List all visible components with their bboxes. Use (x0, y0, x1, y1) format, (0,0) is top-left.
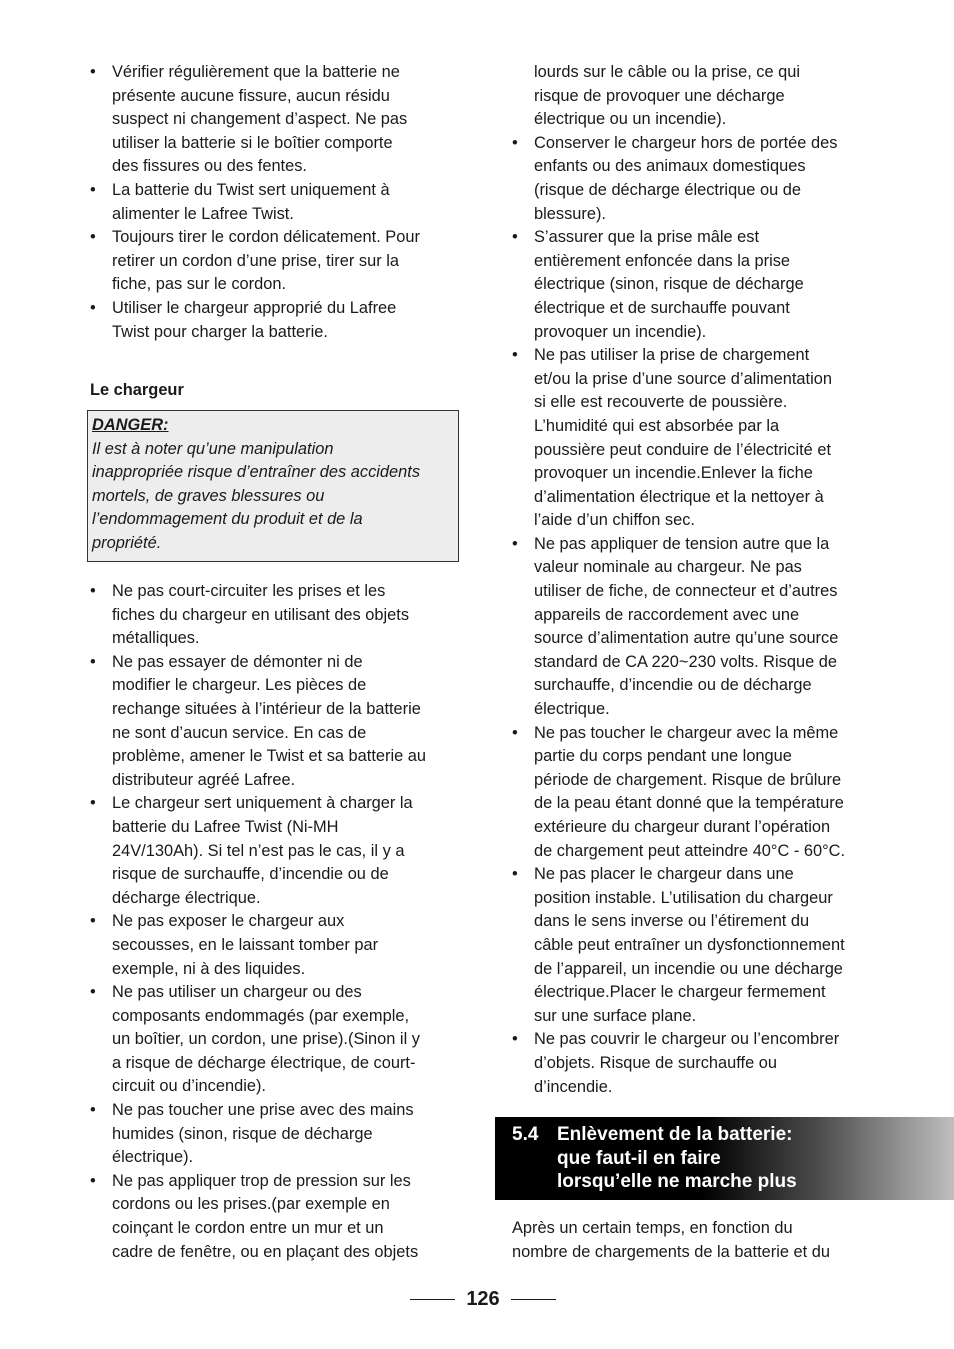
list-item: • Ne pas appliquer de tension autre que la valeur nominale au chargeur. Ne pas utiliser de fiche, de connecteur et d’autres appareils de raccordement avec une source d’alimentation autre qu’une source standard de CA 220~230 volts. Risque de surchauffe, d’incendie ou de décharge électrique. (512, 533, 884, 722)
list-item: • La batterie du Twist sert uniquement à alimenter le Lafree Twist. (90, 179, 462, 226)
section-heading-chargeur: Le chargeur (90, 381, 184, 400)
list-item: • Ne pas utiliser un chargeur ou des composants endommagés (par exemple, un boîtier, un cordon, une prise).(Sinon il y a risque de décharge électrique, de court- circuit ou d’incendie). (90, 981, 462, 1099)
section-title: Enlèvement de la batterie: que faut-il en faire lorsqu’elle ne marche plus (557, 1124, 797, 1193)
danger-label: DANGER: (92, 416, 169, 434)
list-item: • Ne pas toucher le chargeur avec la même partie du corps pendant une longue période de chargement. Risque de brûlure de la peau étant donné que la température extérieure du chargeur durant l’opération de chargement peut atteindre 40°C - 60°C. (512, 722, 884, 864)
right-bullet-list (512, 61, 884, 1099)
danger-text: Il est à noter qu’une manipulation inappropriée risque d’entraîner des accidents mortels, de graves blessures ou l’endommagement du produit et de la propriété. (92, 439, 421, 552)
list-item: • Ne pas essayer de démonter ni de modifier le chargeur. Les pièces de rechange situées à l’intérieur de la batterie ne sont d’aucun service. En cas de problème, amener le Twist et sa batterie au distributeur agréé Lafree. (90, 651, 462, 793)
list-item: • Ne pas placer le chargeur dans une position instable. L’utilisation du chargeur dans le sens inverse ou l’étirement du câble peut entraîner un dysfonctionnement de l’appareil, un incendie ou une décharge électrique.Placer le chargeur fermement sur une surface plane. (512, 863, 884, 1028)
list-item: • Conserver le chargeur hors de portée des enfants ou des animaux domestiques (risque de décharge électrique ou de blessure). (512, 132, 884, 226)
list-item: • Le chargeur sert uniquement à charger la batterie du Lafree Twist (Ni-MH 24V/130Ah). Si tel n’est pas le cas, il y a risque de surchauffe, d’incendie ou de décharge électrique. (90, 792, 462, 910)
body-paragraph: Après un certain temps, en fonction du nombre de chargements de la batterie et du (512, 1219, 830, 1261)
list-item: • Vérifier régulièrement que la batterie ne présente aucune fissure, aucun résidu suspect ni changement d’aspect. Ne pas utiliser la batterie si le boîtier comporte des fissures ou des fentes. (90, 61, 462, 179)
list-item: • Ne pas utiliser la prise de chargement et/ou la prise d’une source d’alimentation si elle est recouverte de poussière. L’humidité qui est absorbée par la poussière peut conduire de l’électricité et provoquer un incendie.Enlever la fiche d’alimentation électrique et la nettoyer à l’aide d’un chiffon sec. (512, 344, 884, 533)
list-item: • Ne pas toucher une prise avec des mains humides (sinon, risque de décharge électrique). (90, 1099, 462, 1170)
footer-rule-right (511, 1299, 556, 1300)
list-item: • Toujours tirer le cordon délicatement. Pour retirer un cordon d’une prise, tirer sur la fiche, pas sur le cordon. (90, 226, 462, 297)
left-bullet-list-top (90, 61, 462, 344)
danger-notice-box (87, 410, 459, 562)
list-item: • Ne pas court-circuiter les prises et les fiches du chargeur en utilisant des objets métalliques. (90, 580, 462, 651)
right-column (512, 61, 884, 1099)
list-item: • Ne pas appliquer trop de pression sur les cordons ou les prises.(par exemple en coinçant le cordon entre un mur et un cadre de fenêtre, ou en plaçant des objets (90, 1170, 462, 1264)
page-footer (410, 1286, 556, 1312)
page-number: 126 (466, 1288, 500, 1310)
list-item: • Ne pas couvrir le chargeur ou l’encombrer d’objets. Risque de surchauffe ou d’incendie. (512, 1028, 884, 1099)
left-column (90, 61, 462, 403)
section-banner (495, 1117, 954, 1200)
list-item-continuation: lourds sur le câble ou la prise, ce qui risque de provoquer une décharge électrique ou un incendie). (534, 63, 801, 129)
list-item: • Ne pas exposer le chargeur aux secousses, en le laissant tomber par exemple, ni à des liquides. (90, 910, 462, 981)
list-item: • S’assurer que la prise mâle est entièrement enfoncée dans la prise électrique (sinon, risque de décharge électrique et de surchauffe pouvant provoquer un incendie). (512, 226, 884, 344)
section-number: 5.4 (512, 1124, 539, 1145)
left-bullet-list-bottom (90, 580, 462, 1264)
list-item: • Utiliser le chargeur approprié du Lafree Twist pour charger la batterie. (90, 297, 462, 344)
